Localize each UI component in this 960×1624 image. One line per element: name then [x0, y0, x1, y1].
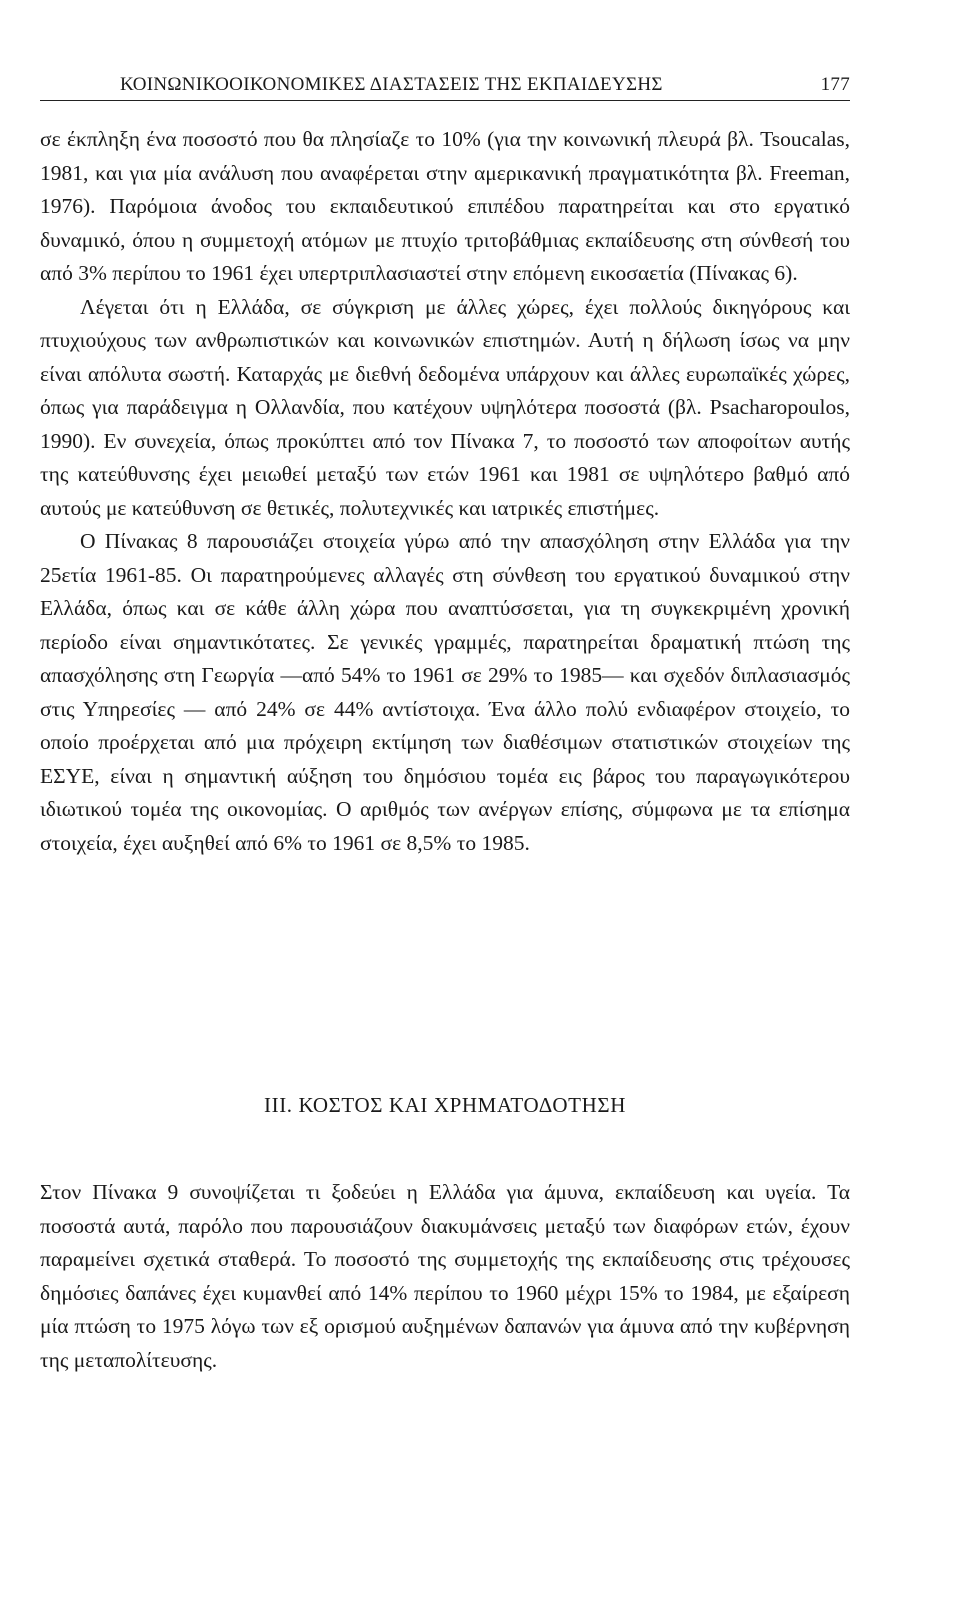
body-text-bottom [40, 1176, 850, 1377]
running-head [40, 70, 850, 101]
paragraph-costs: Στον Πίνακα 9 συνοψίζεται τι ξοδεύει η Ελλάδα για άμυνα, εκπαίδευση και υγεία. Τα ποσοστά αυτά, παρόλο που παρουσιάζουν διακυμάνσεις μεταξύ των διαφόρων ετών, έχουν παραμείνει σχετικά σταθερά. Το ποσοστό της συμμετοχής της εκπαίδευσης στις τρέχουσες δημόσιες δαπάνες έχει κυμανθεί από 14% περίπου το 1960 μέχρι 15% το 1984, με εξαίρεση μία πτώση το 1975 λόγω των εξ ορισμού αυξημένων δαπανών για άμυνα από την κυβέρνηση της μεταπολίτευσης. [40, 1180, 850, 1372]
body-text-top [40, 123, 850, 860]
paragraph-lawyers: Λέγεται ότι η Ελλάδα, σε σύγκριση με άλλες χώρες, έχει πολλούς δικηγόρους και πτυχιούχους των ανθρωπιστικών και κοινωνικών επιστημών. Αυτή η δήλωση ίσως να μην είναι απόλυτα σωστή. Καταρχάς με διεθνή δεδομένα υπάρχουν και άλλες ευρωπαϊκές χώρες, όπως για παράδειγμα η Ολλανδία, που κατέχουν υψηλότερα ποσοστά (βλ. Psacharopoulos, 1990). Εν συνεχεία, όπως προκύπτει από τον Πίνακα 7, το ποσοστό των αποφοίτων αυτής της κατεύθυνσης έχει μειωθεί μεταξύ των ετών 1961 και 1981 σε υψηλότερο βαθμό από αυτούς με κατεύθυνση σε θετικές, πολυτεχνικές και ιατρικές επιστήμες. [40, 294, 850, 520]
section-heading: III. ΚΟΣΤΟΣ ΚΑΙ ΧΡΗΜΑΤΟΔΟΤΗΣΗ [264, 1093, 626, 1117]
paragraph-employment: Ο Πίνακας 8 παρουσιάζει στοιχεία γύρω από την απασχόληση στην Ελλάδα για την 25ετία 1961-85. Οι παρατηρούμενες αλλαγές στη σύνθεση του εργατικού δυναμικού στην Ελλάδα, όπως και σε κάθε άλλη χώρα που αναπτύσσεται, για τη συγκεκριμένη χρονική περίοδο είναι σημαντικότατες. Σε γενικές γραμμές, παρατηρείται δραματική πτώση της απασχόλησης στη Γεωργία —από 54% το 1961 σε 29% το 1985— και σχεδόν διπλασιασμός στις Υπηρεσίες — από 24% σε 44% αντίστοιχα. Ένα άλλο πολύ ενδιαφέρον στοιχείο, το οποίο προέρχεται από μια πρόχειρη εκτίμηση των διαθέσιμων στατιστικών στοιχείων της ΕΣΥΕ, είναι η σημαντική αύξηση του δημόσιου τομέα εις βάρος του παραγωγικότερου ιδιωτικού τομέα της οικονομίας. Ο αριθμός των ανέργων επίσης, σύμφωνα με τα επίσημα στοιχεία, έχει αυξηθεί από 6% το 1961 σε 8,5% το 1985. [40, 529, 850, 855]
paragraph-continued: σε έκπληξη ένα ποσοστό που θα πλησίαζε το 10% (για την κοινωνική πλευρά βλ. Tsoucalas, 1981, και για μία ανάλυση που αναφέρεται στην αμερικανική πραγματικότητα βλ. Freeman, 1976). Παρόμοια άνοδος του εκπαιδευτικού επιπέδου παρατηρείται και στο εργατικό δυναμικό, όπου η συμμετοχή ατόμων με πτυχίο τριτοβάθμιας εκπαίδευσης στη σύνθεσή του από 3% περίπου το 1961 έχει υπερτριπλασιαστεί στην επόμενη εικοσαετία (Πίνακας 6). [40, 127, 850, 285]
page-number: 177 [820, 74, 850, 95]
running-head-title: ΚΟΙΝΩΝΙΚΟΟΙΚΟΝΟΜΙΚΕΣ ΔΙΑΣΤΑΣΕΙΣ ΤΗΣ ΕΚΠΑΙΔΕΥΣΗΣ [120, 74, 663, 95]
